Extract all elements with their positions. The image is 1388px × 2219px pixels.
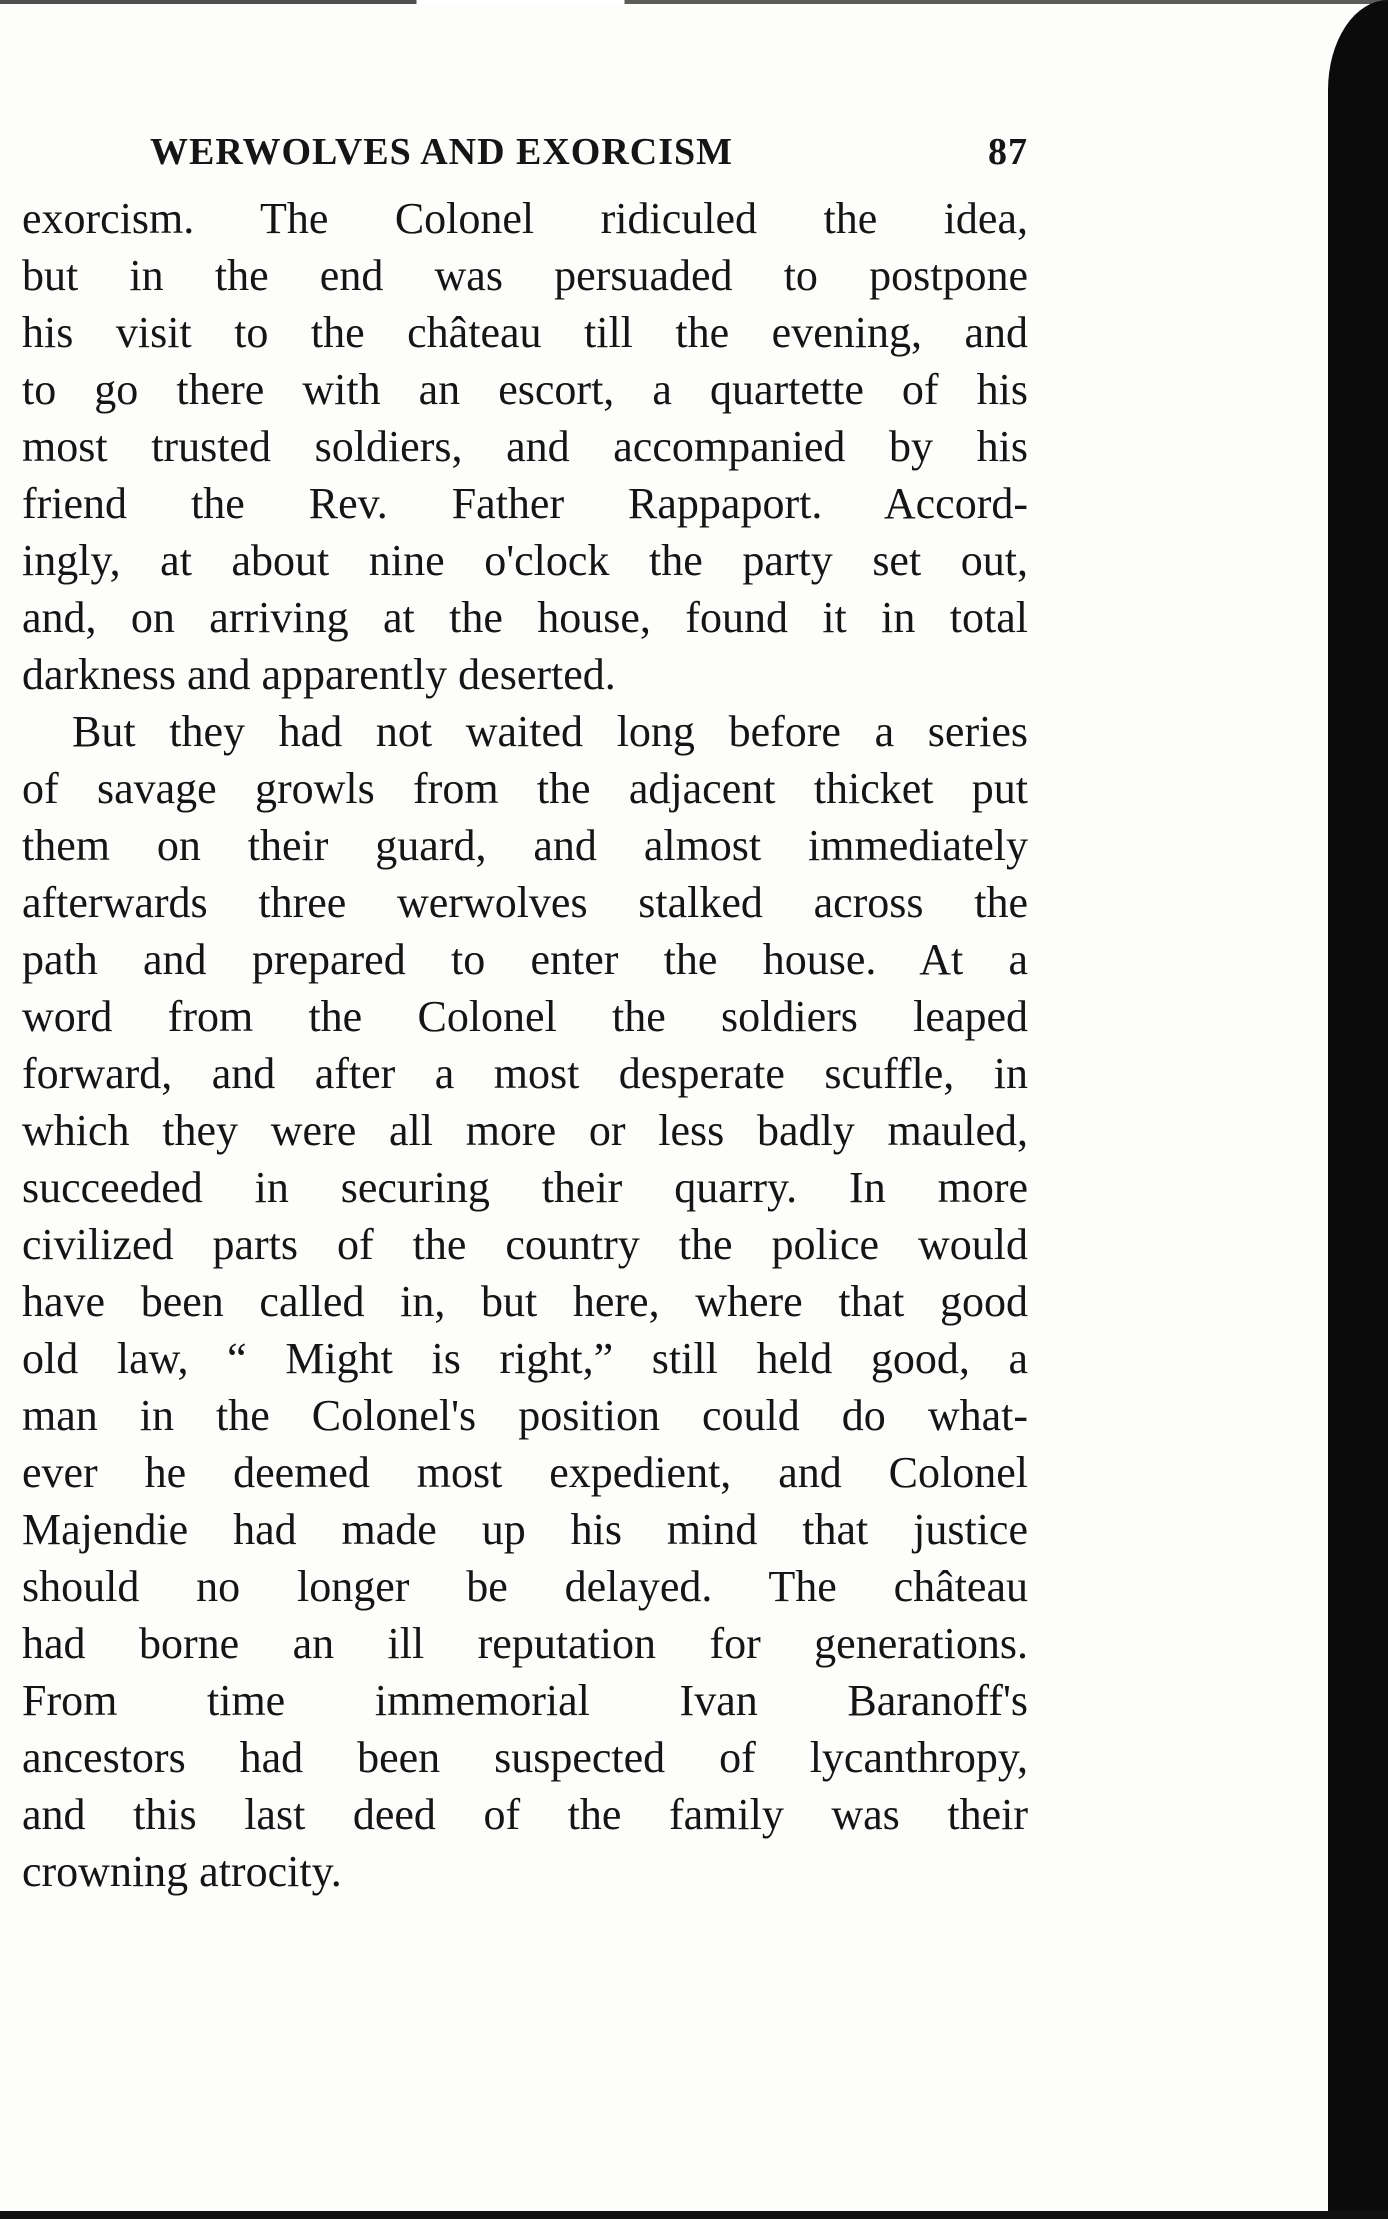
text-line: forward, and after a most desperate scuffle, in [22,1049,1028,1098]
scan-bottom-edge [0,2211,1388,2219]
text-line: of savage growls from the adjacent thicket put [22,764,1028,813]
text-line: and, on arriving at the house, found it in total [22,593,1028,642]
text-line: his visit to the château till the evening, and [22,308,1028,357]
text-line: which they were all more or less badly mauled, [22,1106,1028,1155]
paragraph-2 [22,703,1028,1900]
text-line: old law, “ Might is right,” still held good, a [22,1334,1028,1383]
text-line: darkness and apparently deserted. [22,650,616,699]
running-head-title: WERWOLVES AND EXORCISM [150,131,734,173]
text-line: should no longer be delayed. The château [22,1562,1028,1611]
text-line: crowning atrocity. [22,1847,342,1896]
page-number: 87 [988,131,1028,173]
text-line: exorcism. The Colonel ridiculed the idea, [22,194,1028,243]
text-line: ever he deemed most expedient, and Colonel [22,1448,1028,1497]
scan-right-edge [1328,0,1388,2219]
text-line: to go there with an escort, a quartette of his [22,365,1028,414]
text-line: but in the end was persuaded to postpone [22,251,1028,300]
text-line: From time immemorial Ivan Baranoff's [22,1676,1028,1725]
text-line: and this last deed of the family was their [22,1790,1028,1839]
text-line: But they had not waited long before a series [72,707,1028,756]
paragraph-1 [22,190,1028,703]
text-line: word from the Colonel the soldiers leaped [22,992,1028,1041]
text-line: had borne an ill reputation for generations. [22,1619,1028,1668]
text-line: civilized parts of the country the police would [22,1220,1028,1269]
text-line: friend the Rev. Father Rappaport. Accord- [22,479,1028,528]
text-line: most trusted soldiers, and accompanied by his [22,422,1028,471]
text-line: man in the Colonel's position could do what- [22,1391,1028,1440]
text-line: path and prepared to enter the house. At a [22,935,1028,984]
text-line: them on their guard, and almost immediately [22,821,1028,870]
body-text [22,190,1028,1900]
running-head [22,120,1028,190]
text-line: Majendie had made up his mind that justice [22,1505,1028,1554]
text-line: have been called in, but here, where that good [22,1277,1028,1326]
scan-top-edge [0,0,1388,4]
text-line: succeeded in securing their quarry. In more [22,1163,1028,1212]
text-line: afterwards three werwolves stalked across the [22,878,1028,927]
text-line: ingly, at about nine o'clock the party set out, [22,536,1028,585]
text-line: ancestors had been suspected of lycanthropy, [22,1733,1028,1782]
book-page [22,120,1028,1900]
